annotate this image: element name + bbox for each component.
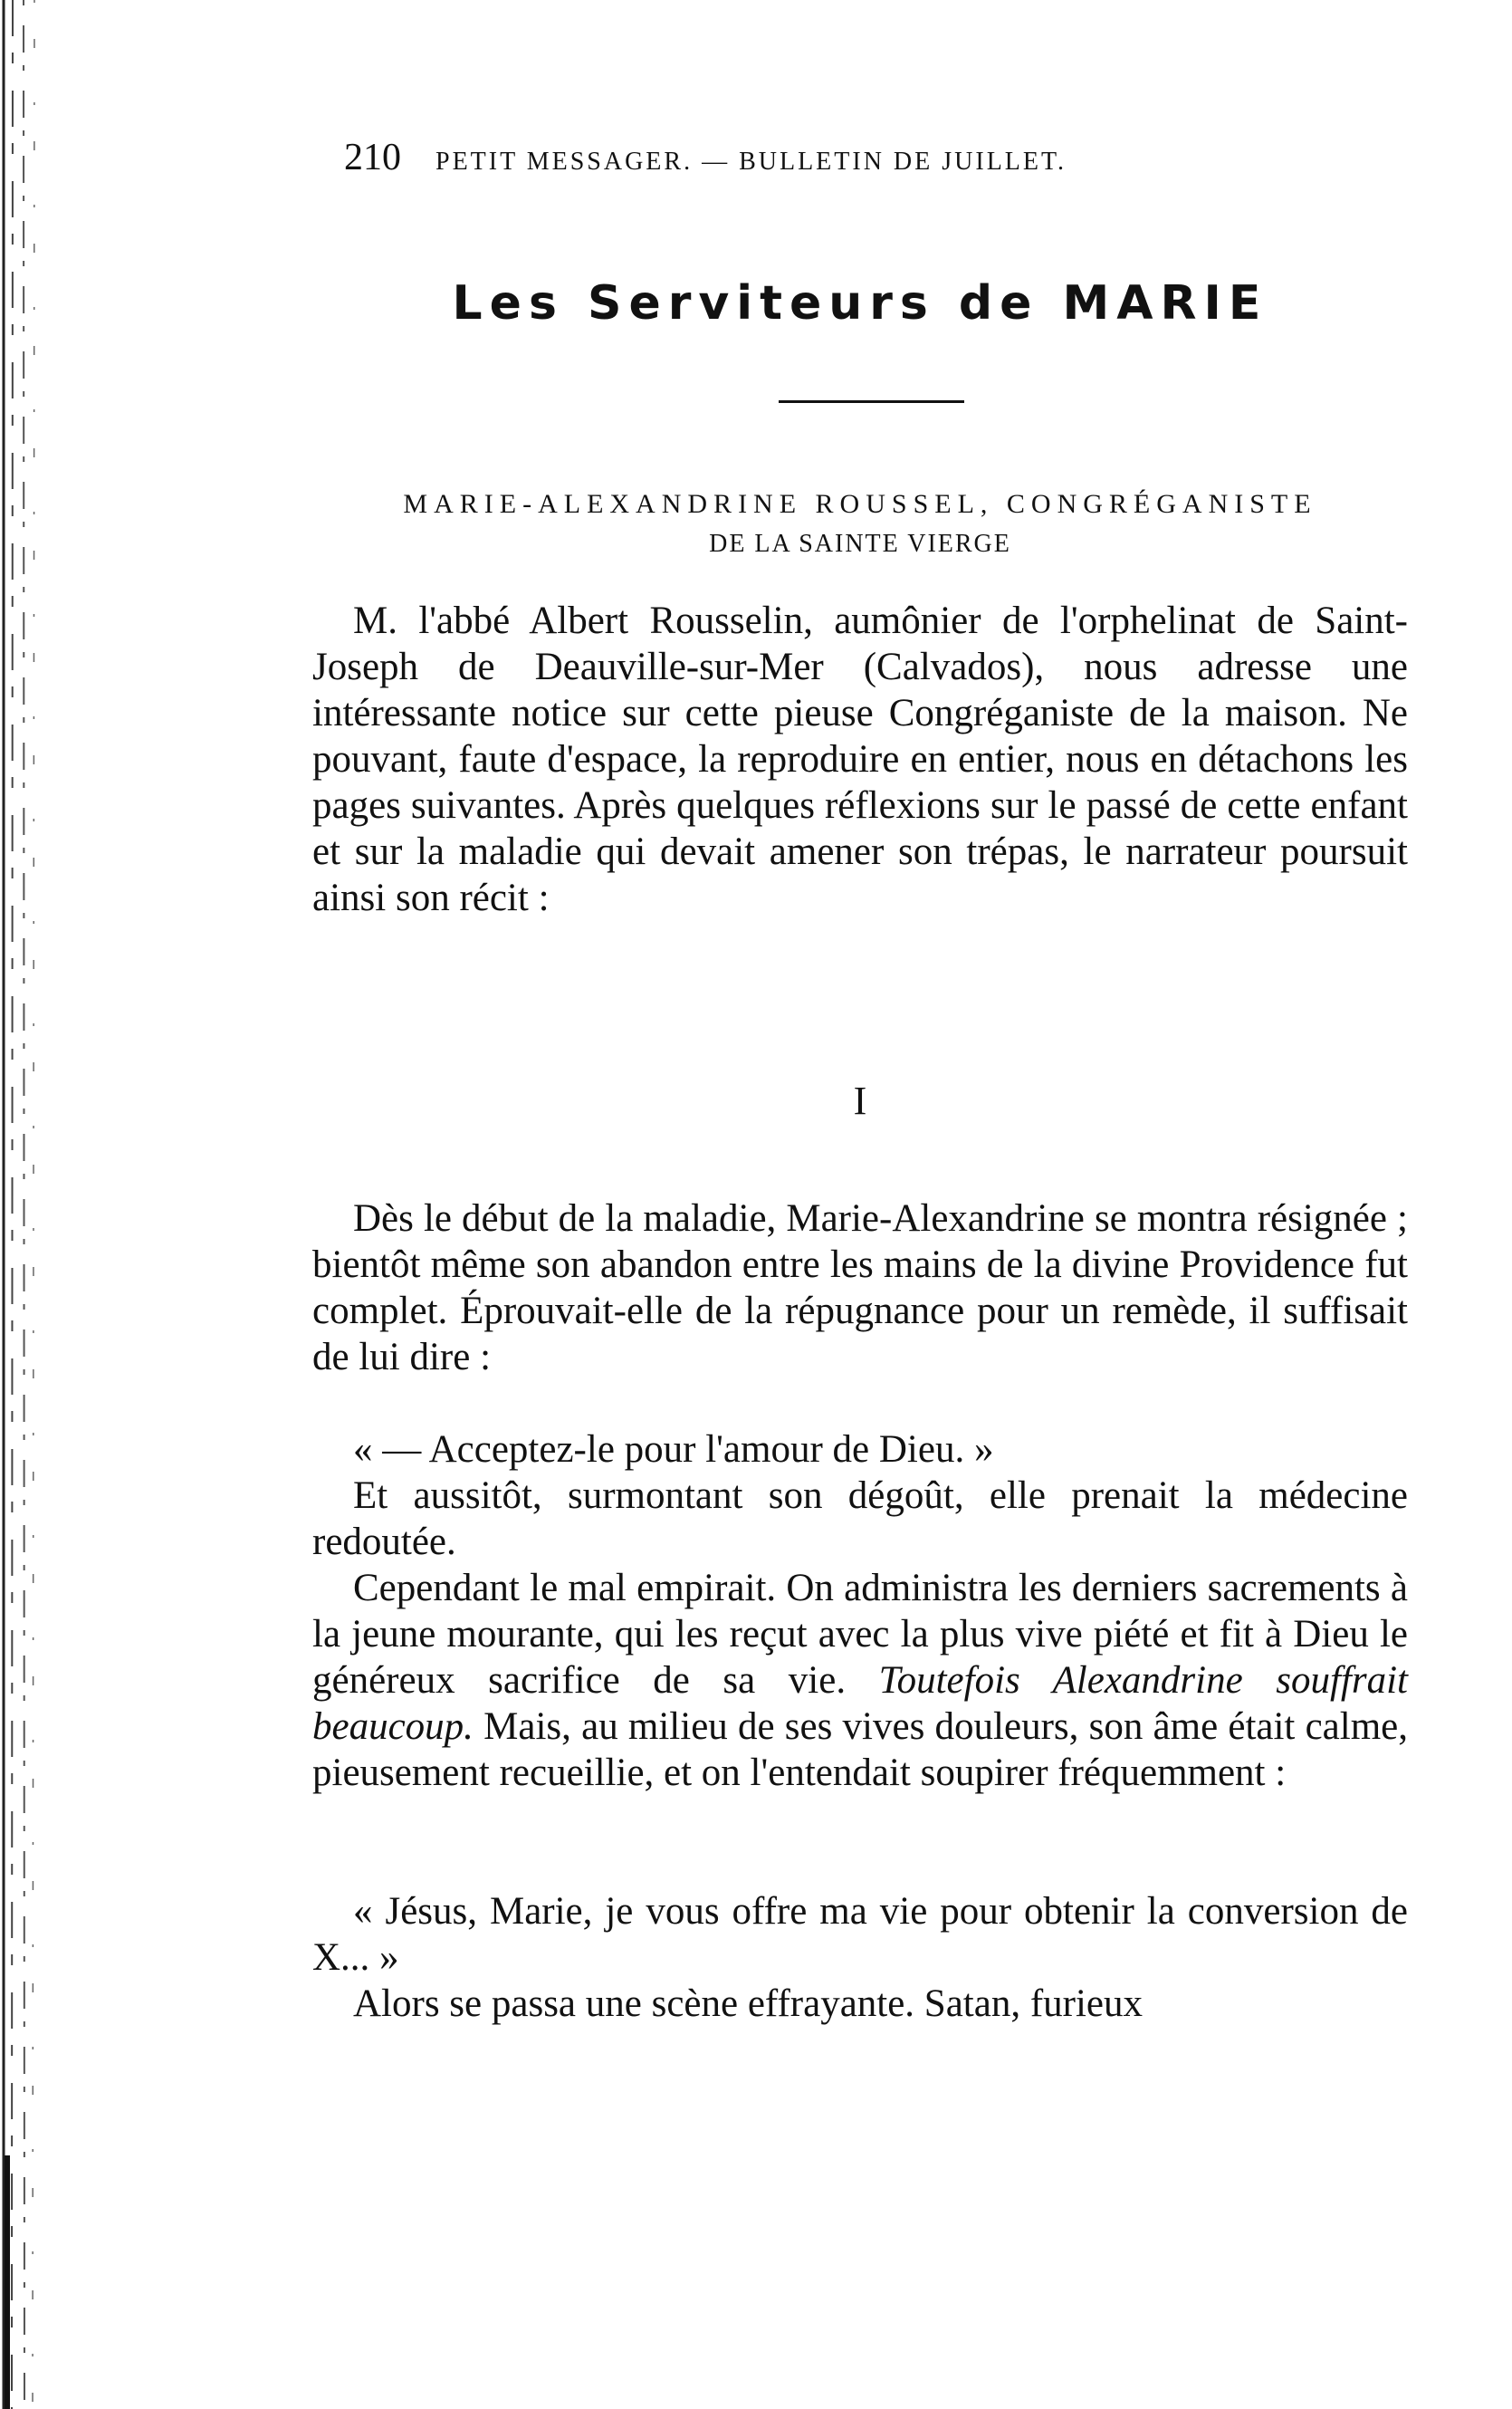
page-edge-binding bbox=[0, 0, 56, 2409]
page-number: 210 bbox=[344, 137, 401, 178]
body-paragraph-4 bbox=[312, 1565, 1408, 1796]
body-paragraph-5: « Jésus, Marie, je vous offre ma vie pour obtenir la conversion de X... » bbox=[312, 1890, 1408, 1979]
body-paragraph-4-italic: Toutefois Alexandrine souffrait beaucoup. bbox=[312, 1659, 1408, 1748]
intro-paragraph: M. l'abbé Albert Rousselin, aumônier de l'orphelinat de Saint-Joseph de Deauville-sur-Mer (Calvados), nous adresse une intéressante notice sur cette pieuse Congréganiste de la maison. Ne pouvant, faute d'espace, la reproduire en entier, nous en détachons les pages suivantes. Après quelques réflexions sur le passé de cette enfant et sur la maladie qui devait amener son trépas, le narrateur poursuit ainsi son récit : bbox=[312, 600, 1408, 919]
running-title: PETIT MESSAGER. — BULLETIN DE JUILLET. bbox=[435, 148, 1067, 176]
article-subtitle bbox=[312, 485, 1408, 564]
body-paragraph-6: Alors se passa une scène effrayante. Satan, furieux bbox=[353, 1982, 1144, 2025]
section-numeral: I bbox=[853, 1079, 867, 1123]
body-paragraph-1: Dès le début de la maladie, Marie-Alexandrine se montra résignée ; bientôt même son abandon entre les mains de la divine Providence fut complet. Éprouvait-elle de la répugnance pour un remède, il suffisait de lui dire : bbox=[312, 1197, 1408, 1378]
article-title: Les Serviteurs de MARIE bbox=[452, 276, 1268, 331]
running-head bbox=[344, 136, 1408, 190]
title-rule bbox=[779, 400, 964, 403]
subtitle-line-1: MARIE-ALEXANDRINE ROUSSEL, CONGRÉGANISTE bbox=[403, 489, 1317, 519]
body-paragraph-2: « — Acceptez-le pour l'amour de Dieu. » bbox=[353, 1428, 994, 1471]
subtitle-line-2: DE LA SAINTE VIERGE bbox=[709, 530, 1011, 558]
body-paragraph-4-part-c: Mais, au milieu de ses vives douleurs, son âme était calme, pieusement recueillie, et on l'entendait soupirer fréquemment : bbox=[312, 1705, 1408, 1794]
body-paragraph-3: Et aussitôt, surmontant son dégoût, elle prenait la médecine redoutée. bbox=[312, 1474, 1408, 1563]
body-paragraph-4-part-a: Cependant le mal empirait. On administra les derniers sacrements à la jeune mourante, qui les reçut avec la plus vive piété et fit à Dieu le généreux sacrifice de sa vie. bbox=[312, 1567, 1408, 1702]
